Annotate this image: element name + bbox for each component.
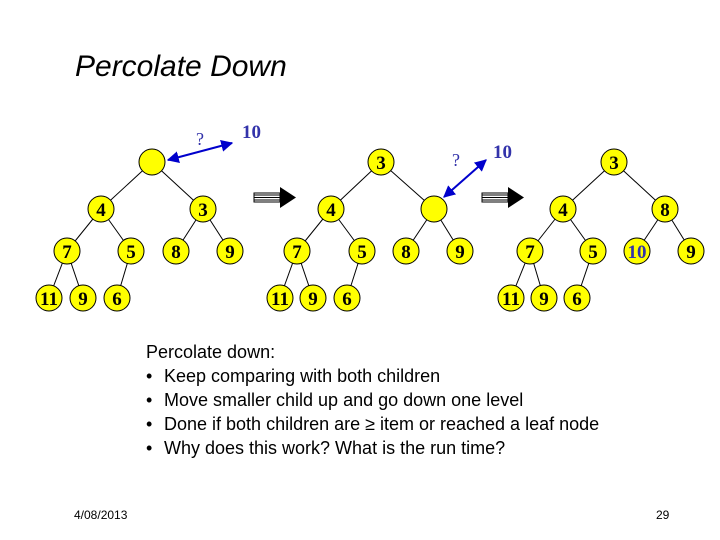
svg-text:4: 4 [326,200,336,221]
tree-1-question-mark: ? [196,129,204,149]
svg-text:6: 6 [112,289,122,310]
svg-text:11: 11 [271,289,289,310]
notes-bullet-text: Why does this work? What is the run time? [164,438,506,458]
tree-1-node [190,196,216,222]
notes-bullet [146,412,599,436]
slide-title: Percolate Down [75,50,287,83]
tree-3-node [678,238,704,264]
svg-text:9: 9 [308,289,318,310]
svg-text:10: 10 [627,242,647,263]
svg-text:11: 11 [40,289,58,310]
svg-text:8: 8 [171,242,181,263]
tree-2-node [267,285,293,311]
svg-text:9: 9 [78,289,88,310]
tree-3-node [531,285,557,311]
footer-date: 4/08/2013 [74,508,128,522]
bullet-dot-icon: • [146,366,153,386]
svg-text:4: 4 [558,200,568,221]
tree-1-node [118,238,144,264]
step-arrow-1 [254,187,296,208]
svg-text:5: 5 [126,242,136,263]
svg-text:5: 5 [588,242,598,263]
svg-text:3: 3 [198,200,208,221]
footer-page-number: 29 [656,508,670,522]
tree-1-node [70,285,96,311]
tree-2-node [284,238,310,264]
tree-3-node [580,238,606,264]
svg-text:5: 5 [357,242,367,263]
tree-3-node [652,196,678,222]
bullet-dot-icon: • [146,438,153,458]
tree-1-node [104,285,130,311]
tree-2-insert-value: 10 [493,142,512,163]
svg-text:7: 7 [525,242,535,263]
tree-1-node [88,196,114,222]
notes-bullet-text: Done if both children are ≥ item or reached a leaf node [164,414,600,434]
svg-text:11: 11 [502,289,520,310]
tree-1-node [217,238,243,264]
bullet-dot-icon: • [146,414,153,434]
notes-bullet [146,388,599,412]
tree-2-node [393,238,419,264]
tree-2-node [349,238,375,264]
tree-2-node [447,238,473,264]
tree-2 [267,142,512,311]
svg-text:4: 4 [96,200,106,221]
tree-3-node [498,285,524,311]
svg-text:7: 7 [62,242,72,263]
svg-text:9: 9 [686,242,696,263]
notes-bullet [146,436,599,460]
svg-text:7: 7 [292,242,302,263]
tree-2-hole-node [421,196,447,222]
notes-block [146,340,599,460]
bullet-dot-icon: • [146,390,153,410]
step-arrow-2 [482,187,524,208]
svg-text:3: 3 [609,153,619,174]
tree-2-node [318,196,344,222]
svg-text:8: 8 [401,242,411,263]
svg-text:9: 9 [455,242,465,263]
tree-3-node [564,285,590,311]
tree-3 [498,149,704,311]
tree-1 [36,122,261,311]
tree-1-insert-value: 10 [242,122,261,143]
tree-2-node [334,285,360,311]
tree-1-node [36,285,62,311]
svg-text:8: 8 [660,200,670,221]
svg-text:3: 3 [376,153,386,174]
tree-2-question-mark: ? [452,150,460,170]
tree-3-node [550,196,576,222]
tree-1-node [54,238,80,264]
tree-2-root-node [368,149,394,175]
tree-1-node [163,238,189,264]
tree-2-compare-arrow [444,160,486,197]
tree-1-root-node [139,149,165,175]
notes-bullet-text: Move smaller child up and go down one level [164,390,524,410]
notes-heading: Percolate down: [146,342,276,362]
tree-3-root-node [601,149,627,175]
notes-bullet [146,364,599,388]
svg-text:9: 9 [539,289,549,310]
notes-bullet-text: Keep comparing with both children [164,366,441,386]
tree-3-node [517,238,543,264]
svg-text:6: 6 [342,289,352,310]
tree-3-inserted-node [624,238,650,264]
svg-text:9: 9 [225,242,235,263]
tree-2-node [300,285,326,311]
svg-text:6: 6 [572,289,582,310]
